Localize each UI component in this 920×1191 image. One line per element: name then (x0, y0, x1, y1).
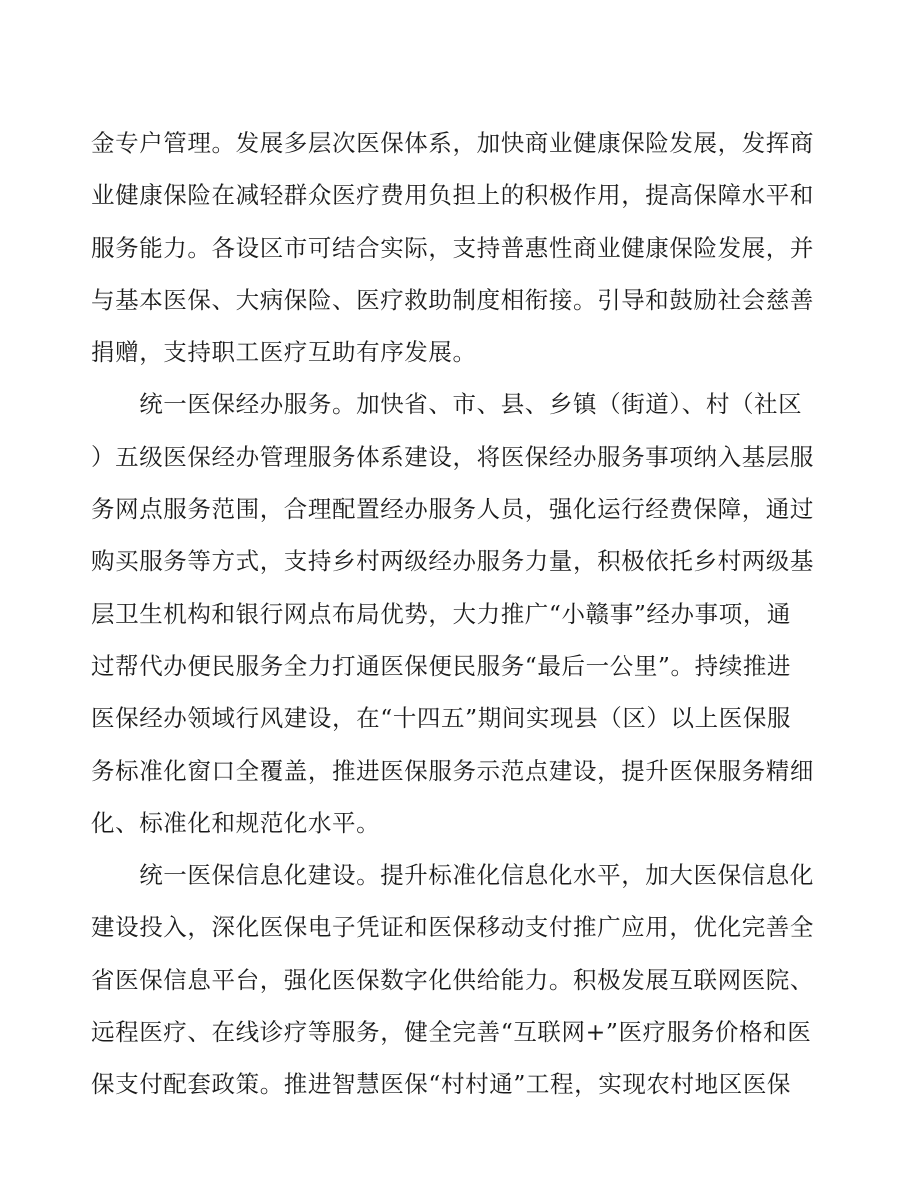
text-line: 与基本医保、大病保险、医疗救助制度相衔接。引导和鼓励社会慈善 (91, 285, 814, 314)
text-line: 层卫生机构和银行网点布局优势，大力推广“小赣事”经办事项，通 (91, 599, 792, 628)
text-line: 统一医保信息化建设。提升标准化信息化水平，加大医保信息化 (91, 861, 814, 890)
paragraph (91, 378, 831, 849)
text-line: 省医保信息平台，强化医保数字化供给能力。积极发展互联网医院、 (91, 965, 814, 994)
text-line: 捐赠，支持职工医疗互助有序发展。 (91, 338, 477, 367)
paragraph (91, 849, 831, 1110)
text-line: 购买服务等方式，支持乡村两级经办服务力量，积极依托乡村两级基 (91, 547, 814, 576)
text-line: 过帮代办便民服务全力打通医保便民服务“最后一公里”。持续推进 (91, 651, 792, 680)
paragraph (91, 117, 831, 378)
text-line: 务标准化窗口全覆盖，推进医保服务示范点建设，提升医保服务精细 (91, 756, 814, 785)
document-body (91, 117, 831, 1111)
text-line: 统一医保经办服务。加快省、市、县、乡镇（街道）、村（社区 (91, 390, 803, 419)
text-line: 化、标准化和规范化水平。 (91, 808, 381, 837)
text-line: 远程医疗、在线诊疗等服务，健全完善“互联网+”医疗服务价格和医 (91, 1018, 812, 1047)
text-line: 服务能力。各设区市可结合实际，支持普惠性商业健康保险发展，并 (91, 233, 814, 262)
text-line: 医保经办领域行风建设，在“十四五”期间实现县（区）以上医保服 (91, 704, 792, 733)
text-line: 建设投入，深化医保电子凭证和医保移动支付推广应用，优化完善全 (91, 913, 814, 942)
text-line: 业健康保险在减轻群众医疗费用负担上的积极作用，提高保障水平和 (91, 181, 814, 210)
text-line: ）五级医保经办管理服务体系建设，将医保经办服务事项纳入基层服 (91, 442, 814, 471)
text-line: 务网点服务范围，合理配置经办服务人员，强化运行经费保障，通过 (91, 495, 814, 524)
text-line: 保支付配套政策。推进智慧医保“村村通”工程，实现农村地区医保 (91, 1070, 792, 1099)
text-line: 金专户管理。发展多层次医保体系，加快商业健康保险发展，发挥商 (91, 129, 814, 157)
